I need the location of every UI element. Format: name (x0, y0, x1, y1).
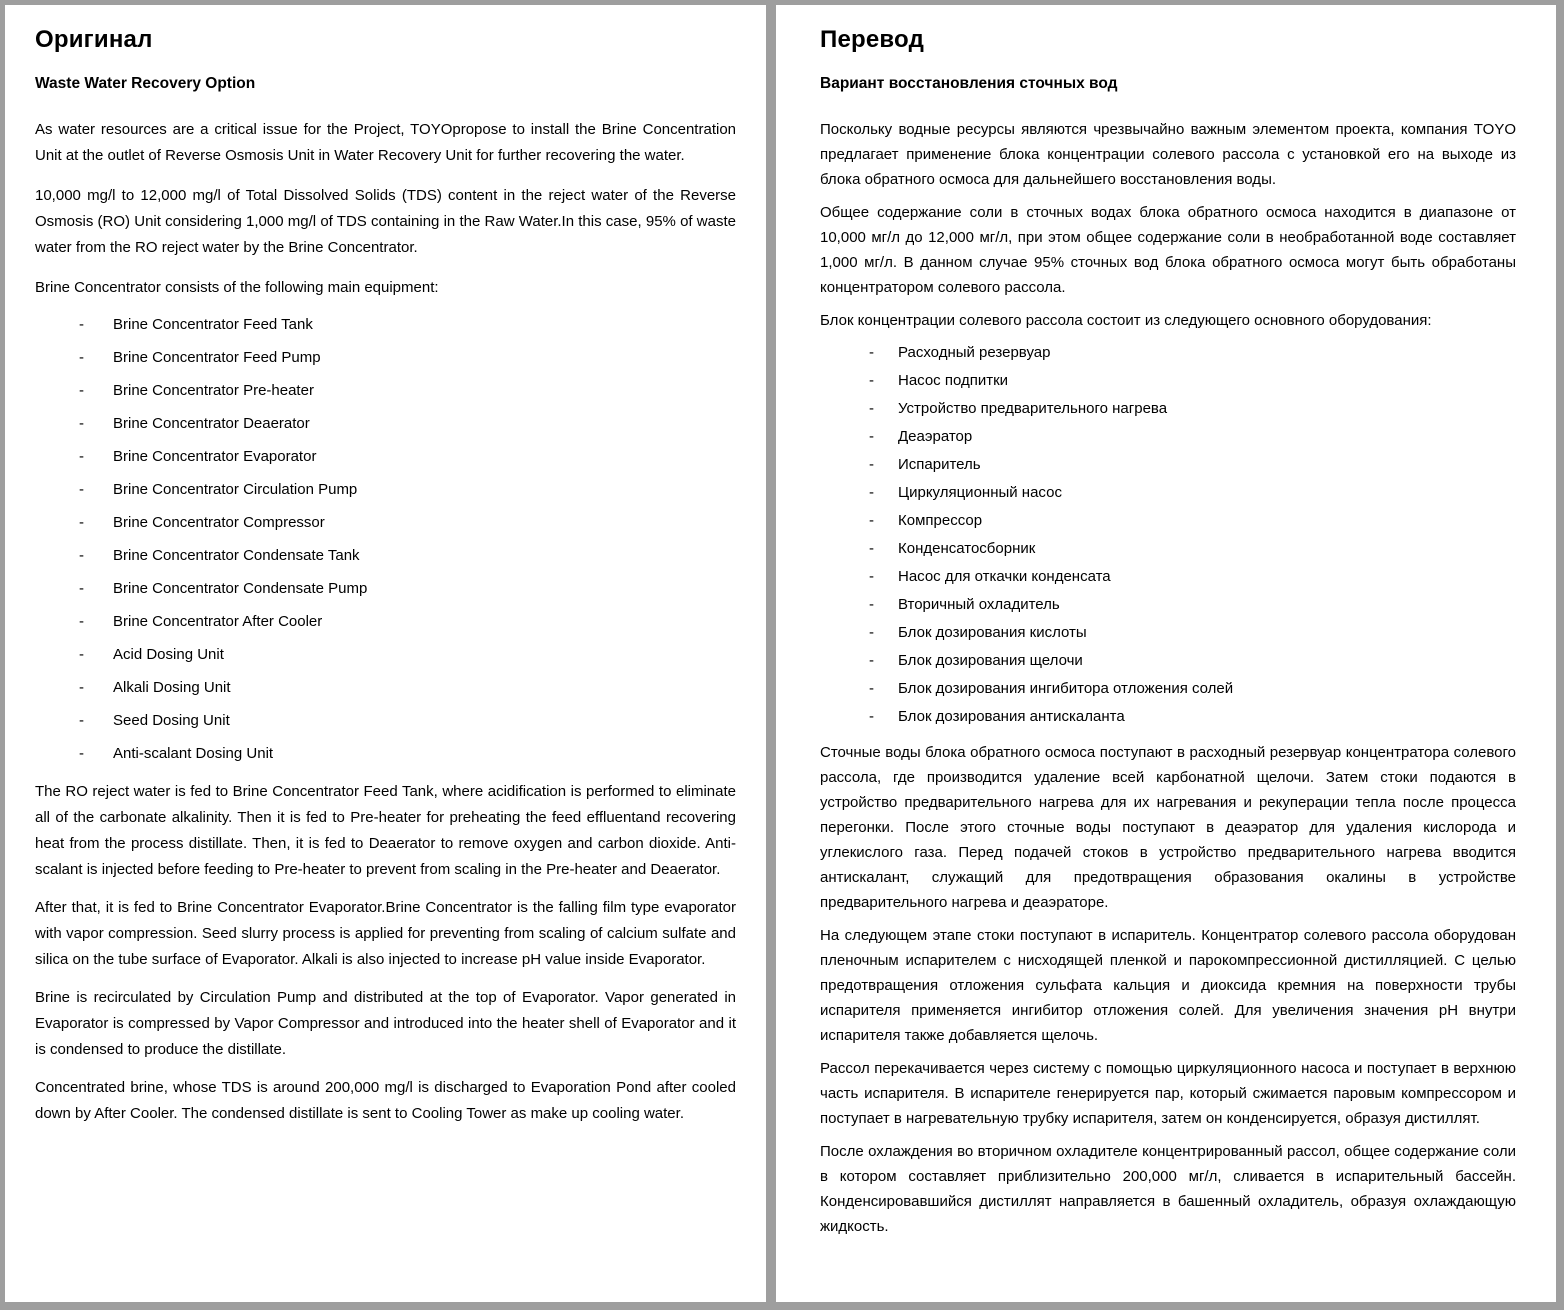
paragraph: After that, it is fed to Brine Concentrator Evaporator.Brine Concentrator is the falling film type evaporator with vapor compression. Seed slurry process is applied for preventing from scaling of calcium sulfate and silica on the tube surface of Evaporator. Alkali is also injected to increase pH value inside Evaporator. (35, 899, 736, 968)
paragraph: The RO reject water is fed to Brine Concentrator Feed Tank, where acidification is performed to eliminate all of the carbonate alkalinity. Then it is fed to Pre-heater for preheating the feed effluentand recovering heat from the process distillate. Then, it is fed to Deaerator to remove oxygen and carbon dioxide. Anti-scalant is injected before feeding to Pre-heater to prevent from scaling in the Pre-heater and Deaerator. (35, 783, 736, 878)
list-item-text: Brine Concentrator Circulation Pump (113, 481, 358, 498)
translation-list-intro: Блок концентрации солевого рассола состоит из следующего основного оборудования: (820, 312, 1432, 329)
original-panel (5, 5, 766, 1302)
list-item (820, 479, 1516, 507)
dash-bullet-icon: - (869, 344, 874, 361)
dash-bullet-icon: - (79, 448, 84, 465)
list-item (820, 395, 1516, 423)
list-item (35, 374, 736, 407)
paragraph: Рассол перекачивается через систему с помощью циркуляционного насоса и поступает в верхнюю часть испарителя. В испарителе генерируется пар, который сжимается паровым компрессором и поступает в нагревательную трубку испарителя, затем он конденсируется, образуя дистиллят. (820, 1060, 1516, 1127)
list-item (35, 737, 736, 770)
list-item (35, 605, 736, 638)
list-item (35, 572, 736, 605)
dash-bullet-icon: - (869, 400, 874, 417)
list-item (820, 535, 1516, 563)
list-item-text: Anti-scalant Dosing Unit (113, 745, 274, 762)
list-item-text: Brine Concentrator Compressor (113, 514, 325, 531)
list-item-text: Brine Concentrator After Cooler (113, 613, 323, 630)
original-list-intro: Brine Concentrator consists of the following main equipment: (35, 279, 439, 296)
list-item (820, 367, 1516, 395)
dash-bullet-icon: - (79, 745, 84, 762)
list-item (35, 506, 736, 539)
list-item-text: Устройство предварительного нагрева (898, 400, 1168, 417)
paragraph: После охлаждения во вторичном охладителе концентрированный рассол, общее содержание соли в котором составляет приблизительно 200,000 мг/л, сливается в испарительный бассейн. Конденсировавшийся дистиллят направляется в башенный охладитель, образуя охлаждающую жидкость. (820, 1143, 1516, 1235)
original-body-paragraphs (35, 779, 736, 1127)
dash-bullet-icon: - (869, 428, 874, 445)
list-item-text: Блок дозирования щелочи (898, 652, 1083, 669)
list-item (35, 341, 736, 374)
list-item-text: Циркуляционный насос (898, 484, 1062, 501)
dash-bullet-icon: - (79, 316, 84, 333)
dash-bullet-icon: - (869, 596, 874, 613)
list-item (820, 619, 1516, 647)
dash-bullet-icon: - (79, 415, 84, 432)
dash-bullet-icon: - (869, 456, 874, 473)
dash-bullet-icon: - (869, 372, 874, 389)
dash-bullet-icon: - (869, 568, 874, 585)
list-item-text: Brine Concentrator Evaporator (113, 448, 317, 465)
original-panel-title: Оригинал (35, 26, 153, 53)
list-item (35, 407, 736, 440)
list-item-text: Acid Dosing Unit (113, 646, 224, 663)
list-item (35, 539, 736, 572)
list-item (820, 507, 1516, 535)
list-item (820, 647, 1516, 675)
list-item-text: Деаэратор (898, 428, 973, 445)
translation-panel (776, 5, 1556, 1302)
list-item-text: Блок дозирования антискаланта (898, 708, 1125, 725)
dash-bullet-icon: - (79, 382, 84, 399)
list-item-text: Насос подпитки (898, 372, 1009, 389)
list-item-text: Brine Concentrator Condensate Pump (113, 580, 368, 597)
dash-bullet-icon: - (869, 512, 874, 529)
list-item-text: Вторичный охладитель (898, 596, 1060, 613)
list-item-text: Brine Concentrator Pre-heater (113, 382, 314, 399)
dash-bullet-icon: - (79, 547, 84, 564)
dash-bullet-icon: - (79, 712, 84, 729)
list-item (820, 675, 1516, 703)
translation-body-paragraphs (820, 740, 1516, 1239)
list-item (35, 440, 736, 473)
paragraph: As water resources are a critical issue for the Project, TOYOpropose to install the Brine Concentration Unit at the outlet of Reverse Osmosis Unit in Water Recovery Unit for further recovering the water. (35, 121, 736, 164)
list-item-text: Конденсатосборник (898, 540, 1036, 557)
translation-panel-title: Перевод (820, 26, 925, 53)
list-item (820, 339, 1516, 367)
list-item-text: Испаритель (898, 456, 981, 473)
list-item-text: Расходный резервуар (898, 344, 1051, 361)
dash-bullet-icon: - (869, 652, 874, 669)
list-item-text: Блок дозирования кислоты (898, 624, 1087, 641)
dash-bullet-icon: - (79, 349, 84, 366)
list-item (820, 591, 1516, 619)
list-item-text: Brine Concentrator Deaerator (113, 415, 310, 432)
dash-bullet-icon: - (869, 484, 874, 501)
translation-equipment-list (820, 339, 1516, 731)
list-item (35, 473, 736, 506)
list-item-text: Brine Concentrator Feed Tank (113, 316, 313, 333)
original-equipment-list (35, 308, 736, 770)
list-item (820, 423, 1516, 451)
list-item-text: Brine Concentrator Condensate Tank (113, 547, 360, 564)
list-item-text: Блок дозирования ингибитора отложения солей (898, 680, 1234, 697)
paragraph: Brine is recirculated by Circulation Pump and distributed at the top of Evaporator. Vapor generated in Evaporator is compressed by Vapor Compressor and introduced into the heater shell of Evaporator and it is condensed to produce the distillate. (35, 989, 736, 1058)
list-item (820, 563, 1516, 591)
list-item (820, 703, 1516, 731)
list-item-text: Насос для откачки конденсата (898, 568, 1111, 585)
list-item (35, 638, 736, 671)
original-intro-paragraphs (35, 117, 736, 261)
list-item (35, 704, 736, 737)
paragraph: 10,000 mg/l to 12,000 mg/l of Total Dissolved Solids (TDS) content in the reject water of the Reverse Osmosis (RO) Unit considering 1,000 mg/l of TDS containing in the Raw Water.In this case, 95% of waste water from the RO reject water by the Brine Concentrator. (35, 187, 736, 256)
dash-bullet-icon: - (869, 680, 874, 697)
dash-bullet-icon: - (869, 624, 874, 641)
dash-bullet-icon: - (79, 679, 84, 696)
dash-bullet-icon: - (79, 646, 84, 663)
dash-bullet-icon: - (869, 540, 874, 557)
dash-bullet-icon: - (869, 708, 874, 725)
list-item-text: Brine Concentrator Feed Pump (113, 349, 321, 366)
paragraph: Поскольку водные ресурсы являются чрезвычайно важным элементом проекта, компания TOYO предлагает применение блока концентрации солевого рассола с установкой его на выходе из блока обратного осмоса для дальнейшего восстановления воды. (820, 121, 1516, 188)
paragraph: Общее содержание соли в сточных водах блока обратного осмоса находится в диапазоне от 10,000 мг/л до 12,000 мг/л, при этом общее содержание соли в необработанной воде составляет 1,000 мг/л. В данном случае 95% сточных вод блока обратного осмоса могут быть обработаны концентратором солевого рассола. (820, 204, 1516, 296)
list-item-text: Компрессор (898, 512, 983, 529)
paragraph: На следующем этапе стоки поступают в испаритель. Концентратор солевого рассола оборудован пленочным испарителем с нисходящей пленкой и парокомпрессионной дистилляцией. С целью предотвращения отложения сульфата кальция и диоксида кремния на поверхности трубы испарителя применяется ингибитор отложения солей. Для увеличения значения pH внутри испарителя также добавляется щелочь. (820, 927, 1516, 1044)
translation-document-heading: Вариант восстановления сточных вод (820, 75, 1118, 92)
dash-bullet-icon: - (79, 514, 84, 531)
original-document-heading: Waste Water Recovery Option (35, 75, 256, 92)
list-item (820, 451, 1516, 479)
dash-bullet-icon: - (79, 481, 84, 498)
list-item-text: Seed Dosing Unit (113, 712, 230, 729)
list-item (35, 671, 736, 704)
paragraph: Сточные воды блока обратного осмоса поступают в расходный резервуар концентратора солевого рассола, где производится удаление всей карбонатной щелочи. Затем стоки подаются в устройство предварительного нагрева для их нагревания и рекуперации тепла после процесса перегонки. После этого сточные воды поступают в деаэратор для удаления кислорода и углекислого газа. Перед подачей стоков в устройство предварительного нагрева вводится антискалант, служащий для предотвращения образования окалины в устройстве предварительного нагрева и деаэраторе. (820, 744, 1516, 911)
list-item (35, 308, 736, 341)
list-item-text: Alkali Dosing Unit (113, 679, 231, 696)
dash-bullet-icon: - (79, 613, 84, 630)
dash-bullet-icon: - (79, 580, 84, 597)
translation-intro-paragraphs (820, 117, 1516, 300)
paragraph: Concentrated brine, whose TDS is around 200,000 mg/l is discharged to Evaporation Pond after cooled down by After Cooler. The condensed distillate is sent to Cooling Tower as make up cooling water. (35, 1079, 736, 1122)
